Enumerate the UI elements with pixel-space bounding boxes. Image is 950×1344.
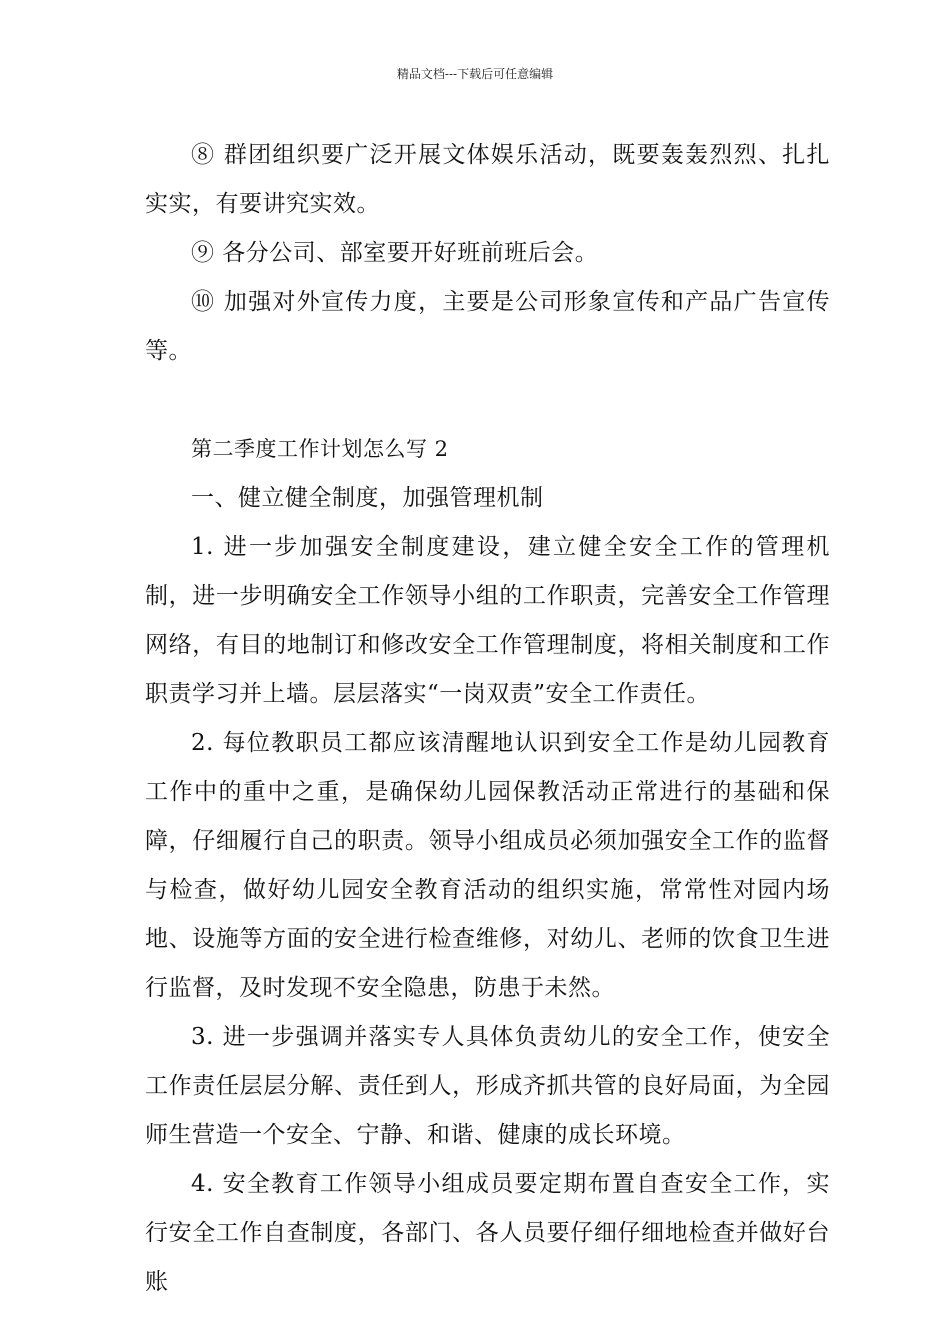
page-header: 精品文档---下载后可任意编辑	[396, 67, 554, 81]
list-item-2: 2. 每位教职员工都应该清醒地认识到安全工作是幼儿园教育工作中的重中之重，是确保幼儿园保教活动正常进行的基础和保障，仔细履行自己的职责。领导小组成员必须加强安全工作的监督与检查，做好幼儿园安全教育活动的组织实施，常常性对园内场地、设施等方面的安全进行检查维修，对幼儿、老师的饮食卫生进行监督，及时发现不安全隐患，防患于未然。	[145, 730, 830, 1001]
section-title: 第二季度工作计划怎么写 2	[191, 437, 449, 461]
paragraph-item-10: ⑩ 加强对外宣传力度，主要是公司形象宣传和产品广告宣传等。	[145, 289, 830, 364]
list-item-4: 4. 安全教育工作领导小组成员要定期布置自查安全工作，实行安全工作自查制度，各部门、各人员要仔细仔细地检查并做好台账	[145, 1171, 830, 1295]
document-body	[145, 131, 830, 1307]
paragraph-item-9: ⑨ 各分公司、部室要开好班前班后会。	[191, 240, 599, 266]
list-item-3: 3. 进一步强调并落实专人具体负责幼儿的安全工作，使安全工作责任层层分解、责任到人，形成齐抓共管的良好局面，为全园师生营造一个安全、宁静、和谐、健康的成长环境。	[145, 1024, 830, 1148]
paragraph-item-8: ⑧ 群团组织要广泛开展文体娱乐活动，既要轰轰烈烈、扎扎实实，有要讲究实效。	[145, 142, 830, 217]
section-heading-1: 一、健立健全制度，加强管理机制	[191, 485, 544, 511]
section-spacer	[145, 376, 830, 425]
list-item-1: 1. 进一步加强安全制度建设，建立健全安全工作的管理机制，进一步明确安全工作领导小组的工作职责，完善安全工作管理网络，有目的地制订和修改安全工作管理制度，将相关制度和工作职责学习并上墙。层层落实“一岗双责”安全工作责任。	[145, 534, 830, 707]
